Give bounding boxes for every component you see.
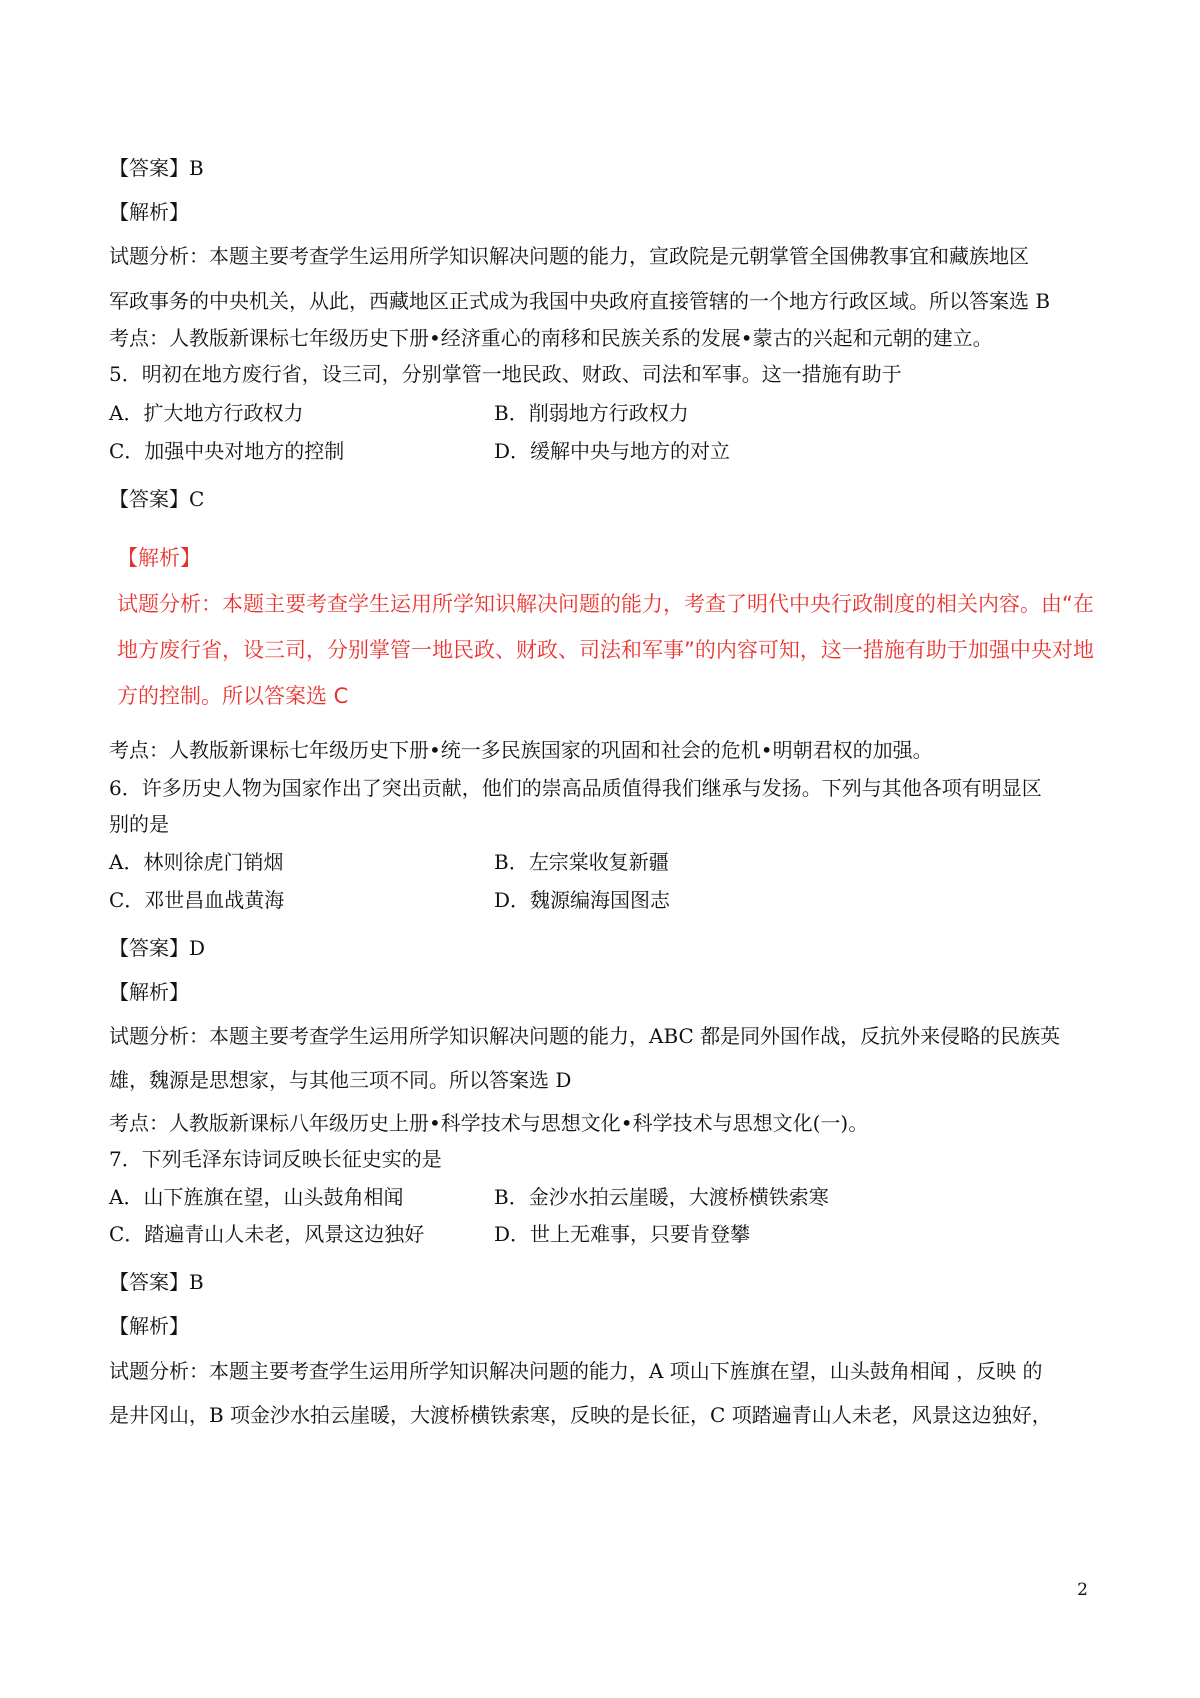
q6-option-d: D．魏源编海国图志 (494, 888, 671, 912)
q5-option-c: C．加强中央对地方的控制 (109, 439, 345, 463)
q5-stem: 5．明初在地方废行省，设三司，分别掌管一地民政、财政、司法和军事。这一措施有助于 (109, 362, 902, 386)
q6-kaodian: 考点：人教版新课标八年级历史上册•科学技术与思想文化•科学技术与思想文化(一)。 (109, 1111, 869, 1135)
q6-answer: 【答案】D (109, 936, 206, 960)
q7-analysis-heading: 【解析】 (109, 1314, 189, 1338)
q6-stem-line-2: 别的是 (109, 812, 169, 836)
q7-option-a: A．山下旌旗在望，山头鼓角相闻 (109, 1185, 404, 1209)
q5-answer: 【答案】C (109, 487, 205, 511)
q6-option-a: A．林则徐虎门销烟 (109, 850, 284, 874)
q5-kaodian: 考点：人教版新课标七年级历史下册•统一多民族国家的巩固和社会的危机•明朝君权的加强。 (109, 738, 933, 762)
q5-analysis-line-1: 试题分析：本题主要考查学生运用所学知识解决问题的能力，考查了明代中央行政制度的相关内容。由“在 (117, 592, 1094, 616)
q4-analysis-line-2: 军政事务的中央机关，从此，西藏地区正式成为我国中央政府直接管辖的一个地方行政区域。所以答案选 B (109, 289, 1051, 313)
q4-analysis-heading: 【解析】 (109, 200, 189, 224)
q7-stem: 7．下列毛泽东诗词反映长征史实的是 (109, 1147, 442, 1171)
q6-analysis-line-2: 雄，魏源是思想家，与其他三项不同。所以答案选 D (109, 1068, 572, 1092)
q5-analysis-line-3: 方的控制。所以答案选 C (117, 684, 349, 708)
q6-analysis-heading: 【解析】 (109, 980, 189, 1004)
q6-option-b: B．左宗棠收复新疆 (494, 850, 669, 874)
q7-answer: 【答案】B (109, 1270, 204, 1294)
q5-analysis-line-2: 地方废行省，设三司，分别掌管一地民政、财政、司法和军事”的内容可知，这一措施有助于加强中央对地 (117, 638, 1094, 662)
q5-option-b: B．削弱地方行政权力 (494, 401, 689, 425)
page-number: 2 (1077, 1580, 1088, 1600)
q7-option-d: D．世上无难事，只要肯登攀 (494, 1222, 751, 1246)
q4-analysis-line-1: 试题分析：本题主要考查学生运用所学知识解决问题的能力，宣政院是元朝掌管全国佛教事宜和藏族地区 (109, 244, 1029, 268)
q7-option-c: C．踏遍青山人未老，风景这边独好 (109, 1222, 425, 1246)
q6-analysis-line-1: 试题分析：本题主要考查学生运用所学知识解决问题的能力，ABC 都是同外国作战，反抗外来侵略的民族英 (109, 1024, 1061, 1048)
q4-answer: 【答案】B (109, 156, 204, 180)
q7-analysis-line-1: 试题分析：本题主要考查学生运用所学知识解决问题的能力，A 项山下旌旗在望，山头鼓角相闻 ，反映 的 (109, 1359, 1043, 1383)
q6-option-c: C．邓世昌血战黄海 (109, 888, 285, 912)
q5-analysis-heading: 【解析】 (117, 546, 201, 570)
q4-kaodian: 考点：人教版新课标七年级历史下册•经济重心的南移和民族关系的发展•蒙古的兴起和元朝的建立。 (109, 326, 993, 350)
q5-option-a: A．扩大地方行政权力 (109, 401, 304, 425)
q7-option-b: B．金沙水拍云崖暖，大渡桥横铁索寒 (494, 1185, 829, 1209)
q5-option-d: D．缓解中央与地方的对立 (494, 439, 731, 463)
q7-analysis-line-2: 是井冈山，B 项金沙水拍云崖暖，大渡桥横铁索寒，反映的是长征，C 项踏遍青山人未老，风景这边独好， (109, 1403, 1052, 1427)
q6-stem-line-1: 6．许多历史人物为国家作出了突出贡献，他们的崇高品质值得我们继承与发扬。下列与其他各项有明显区 (109, 776, 1042, 800)
